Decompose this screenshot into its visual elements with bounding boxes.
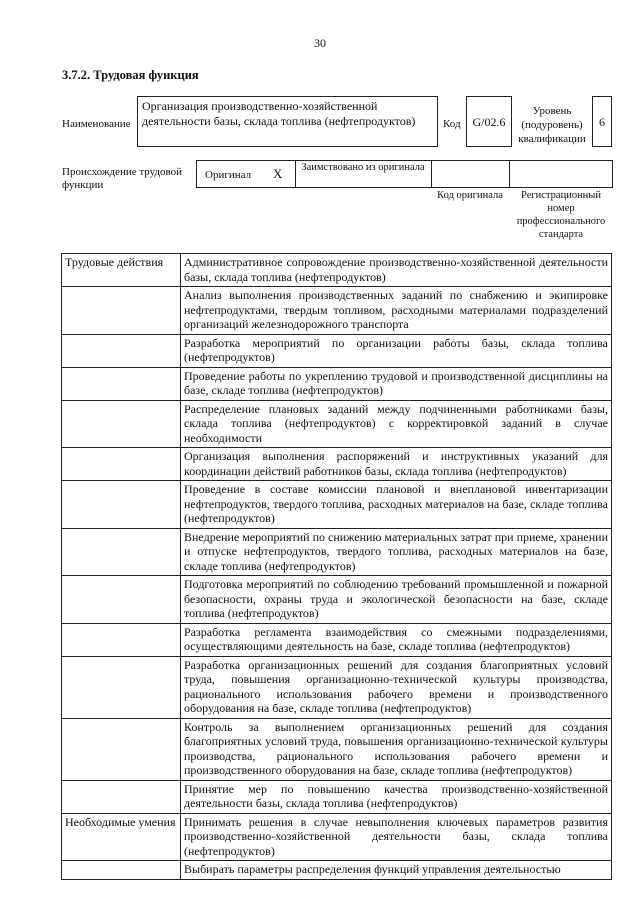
row-heading: Трудовые действия (62, 254, 181, 287)
row-heading (62, 623, 181, 656)
table-row (62, 861, 612, 880)
table-row (62, 400, 612, 448)
row-heading (62, 718, 181, 780)
row-text: Разработка мероприятий по организации работы базы, склада топлива (нефтепродуктов) (181, 334, 612, 367)
row-text: Принимать решения в случае невыполнения ключевых параметров развития производственно-хозяйственной деятельности базы, склада топлива (нефтепродуктов) (181, 813, 612, 861)
table-row (62, 448, 612, 481)
row-heading (62, 528, 181, 576)
row-heading (62, 656, 181, 718)
origin-divider-3 (509, 161, 510, 187)
row-text: Принятие мер по повышению качества производственно-хозяйственной деятельности базы, склада топлива (нефтепродуктов) (181, 780, 612, 813)
code-value-box (466, 96, 512, 147)
name-value: Организация производственно-хозяйственной деятельности базы, склада топлива (нефтепродуктов) (142, 99, 416, 128)
row-heading (62, 367, 181, 400)
table-body (62, 254, 612, 880)
code-original-label: Код оригинала (437, 190, 503, 201)
original-mark: X (273, 166, 283, 181)
origin-label: Происхождение трудовой функции (62, 166, 183, 191)
row-text: Выбирать параметры распределения функций управления деятельностью (181, 861, 612, 880)
table-row (62, 623, 612, 656)
row-heading: Необходимые умения (62, 813, 181, 861)
row-heading (62, 780, 181, 813)
origin-divider-2 (431, 161, 432, 187)
reg-number-label: Регистрационный номер профессионального стандарта (516, 190, 606, 240)
row-text: Административное сопровождение производственно-хозяйственной деятельности базы, склада топлива (нефтепродуктов) (181, 254, 612, 287)
row-text: Организация выполнения распоряжений и инструктивных указаний для координации действий работников базы, склада топлива (нефтепродуктов) (181, 448, 612, 481)
table-row (62, 780, 612, 813)
row-text: Проведение в составе комиссии плановой и внеплановой инвентаризации нефтепродуктов, твердого топлива, расходных материалов на базе, складе топлива (нефтепродуктов) (181, 481, 612, 529)
row-heading (62, 861, 181, 880)
row-heading (62, 287, 181, 335)
row-text: Разработка регламента взаимодействия со смежными подразделениями, осуществляющими деятельность на базе, складе топлива (нефтепродуктов) (181, 623, 612, 656)
row-heading (62, 448, 181, 481)
table-row (62, 528, 612, 576)
level-label: Уровень (подуровень) квалификации (518, 105, 586, 145)
row-heading (62, 334, 181, 367)
table-row (62, 481, 612, 529)
origin-row (196, 160, 613, 188)
borrowed-label: Заимствовано из оригинала (301, 162, 425, 173)
code-label: Код (443, 118, 461, 130)
section-title: 3.7.2. Трудовая функция (62, 68, 199, 82)
table-row (62, 576, 612, 624)
name-value-box (137, 96, 438, 147)
row-text: Распределение плановых заданий между подчиненными работниками базы, склада топлива (нефтепродуктов) с корректировкой заданий в случае необходимости (181, 400, 612, 448)
row-text: Подготовка мероприятий по соблюдению требований промышленной и пожарной безопасности, охраны труда и экологической безопасности на базе, складе топлива (нефтепродуктов) (181, 576, 612, 624)
code-value: G/02.6 (472, 115, 506, 129)
original-label: Оригинал (205, 169, 252, 181)
table-row (62, 287, 612, 335)
row-text: Контроль за выполнением организационных решений для создания благоприятных условий труда, повышения организационно-технической культуры производства, рационального использования рабочего времени и производственного оборудования на базе, складе топлива (нефтепродуктов) (181, 718, 612, 780)
row-heading (62, 576, 181, 624)
table-row (62, 367, 612, 400)
table-row (62, 334, 612, 367)
row-heading (62, 400, 181, 448)
page-number: 30 (314, 36, 326, 50)
level-value-box (592, 96, 612, 147)
name-label: Наименование (62, 118, 131, 130)
row-text: Внедрение мероприятий по снижению материальных затрат при приеме, хранении и отпуске нефтепродуктов, твердого топлива, расходных материалов на базе, складе топлива (нефтепродуктов) (181, 528, 612, 576)
row-text: Анализ выполнения производственных заданий по снабжению и экипировке нефтепродуктами, твердым топливом, расходными материалами подразделений организаций железнодорожного транспорта (181, 287, 612, 335)
labor-function-table (61, 253, 612, 880)
row-text: Проведение работы по укреплению трудовой и производственной дисциплины на базе, складе топлива (нефтепродуктов) (181, 367, 612, 400)
table-row (62, 656, 612, 718)
row-text: Разработка организационных решений для создания благоприятных условий труда, повышения организационно-технической культуры производства, рационального использования рабочего времени и производственного оборудования на базе, складе топлива (нефтепродуктов) (181, 656, 612, 718)
table-row (62, 718, 612, 780)
level-value: 6 (599, 115, 605, 129)
table-row (62, 813, 612, 861)
row-heading (62, 481, 181, 529)
table-row (62, 254, 612, 287)
